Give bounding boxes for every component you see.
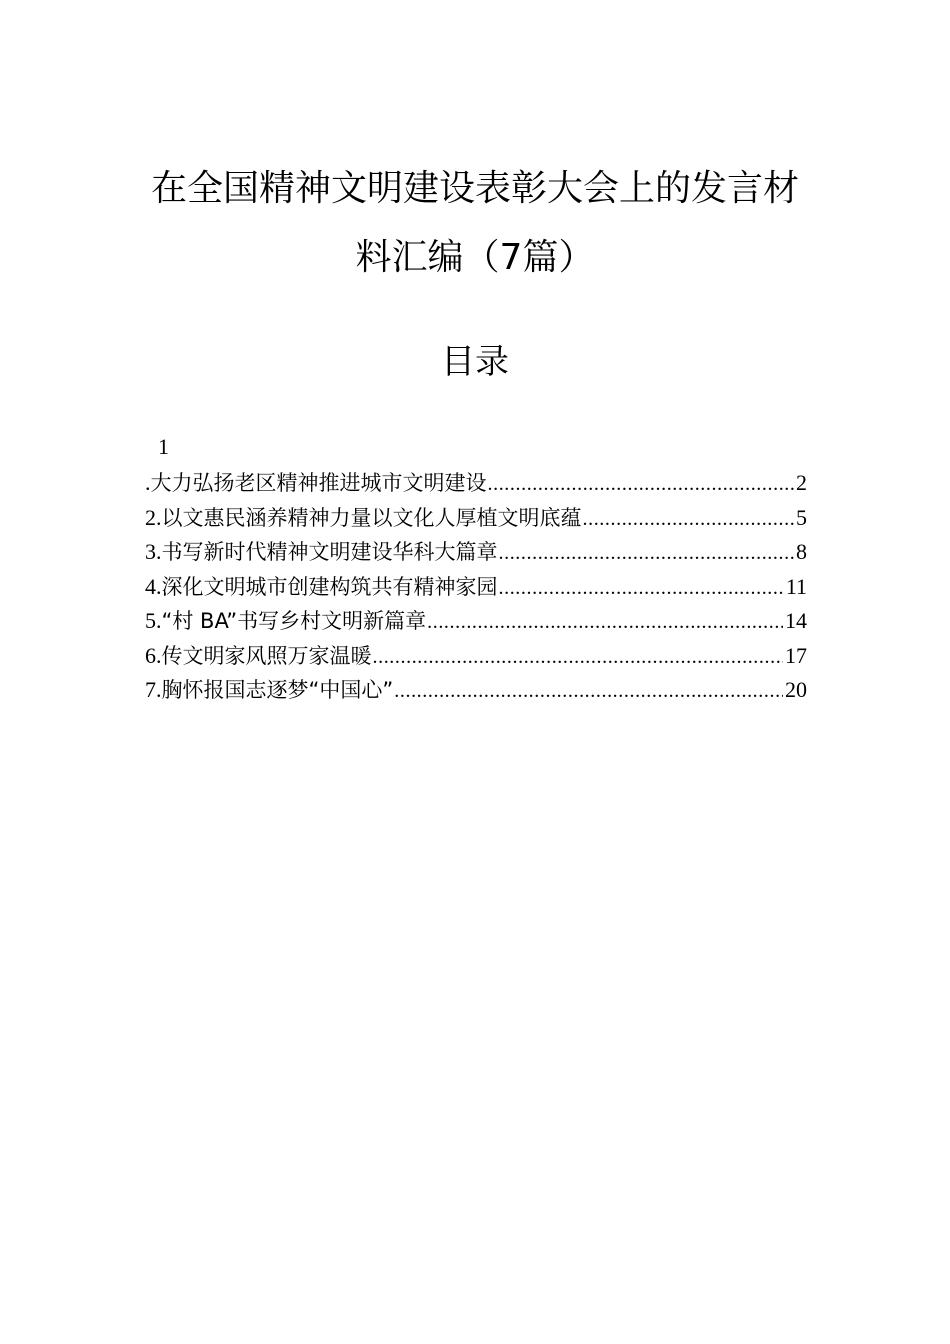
toc-entry-title: 大力弘扬老区精神推进城市文明建设 [150, 471, 487, 495]
toc-entry-prefix: 6. [145, 642, 162, 668]
toc-entry-prefix: 4. [145, 573, 162, 599]
toc-entry-prefix: 7. [145, 677, 162, 702]
toc-entry[interactable] [145, 604, 807, 639]
toc-entry-title: 以文惠民涵养精神力量以文化人厚植文明底蕴 [161, 505, 582, 530]
toc-dot-leader [373, 640, 784, 674]
toc-page-number: 17 [785, 642, 807, 668]
toc-entry-title: “村 BA”书写乡村文明新篇章 [161, 609, 427, 633]
toc-dot-leader [499, 571, 784, 605]
toc-page-number: 11 [785, 573, 807, 599]
toc-entry[interactable] [145, 535, 807, 570]
toc-entry[interactable] [145, 570, 807, 605]
document-title-line-2: 料汇编（7篇） [355, 237, 595, 278]
toc-dot-leader [427, 605, 783, 639]
toc-entry-prefix: . [145, 470, 151, 495]
toc-dot-leader [394, 674, 783, 708]
toc-dot-leader [583, 502, 795, 536]
toc-entry-prefix: 3. [145, 539, 162, 564]
toc-page-number: 14 [785, 608, 807, 633]
toc-page-number: 2 [796, 470, 807, 495]
toc-entry-prefix: 5. [145, 608, 162, 633]
toc-entry-1-number: 1 [158, 434, 169, 459]
toc-dot-leader [499, 536, 795, 570]
toc-page-number: 20 [785, 677, 807, 702]
toc-entry[interactable] [145, 501, 807, 536]
toc-entry-title: 深化文明城市创建构筑共有精神家园 [161, 574, 498, 599]
toc-entry[interactable] [145, 639, 807, 674]
toc-entry[interactable] [145, 673, 807, 708]
document-title-line-1: 在全国精神文明建设表彰大会上的发言材 [150, 168, 799, 209]
toc-entry[interactable] [145, 466, 807, 501]
toc-entry-prefix: 2. [145, 504, 162, 530]
toc-entry-title: 传文明家风照万家温暖 [161, 643, 372, 668]
toc-heading: 目录 [441, 342, 509, 382]
toc-entry-title: 胸怀报国志逐梦“中国心” [161, 678, 394, 702]
toc-page-number: 5 [796, 504, 807, 530]
toc-page-number: 8 [796, 539, 807, 564]
table-of-contents [145, 466, 807, 708]
toc-dot-leader [488, 467, 795, 501]
toc-entry-title: 书写新时代精神文明建设华科大篇章 [161, 540, 498, 564]
